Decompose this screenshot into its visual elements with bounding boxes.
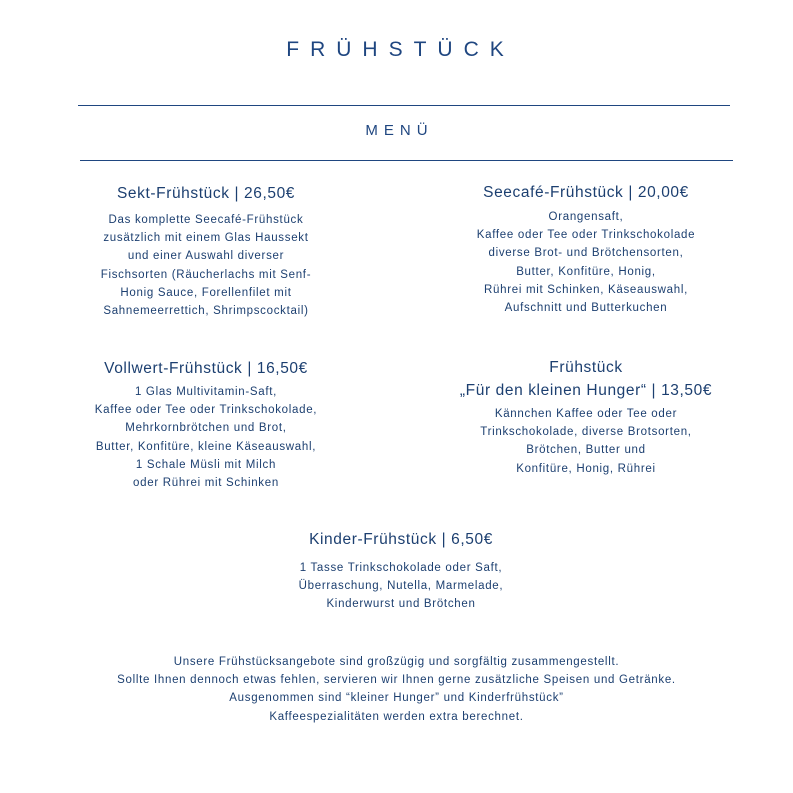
description-line: Fischsorten (Räucherlachs mit Senf-	[100, 268, 312, 281]
footer-line: Kaffeespezialitäten werden extra berechnet.	[269, 710, 524, 723]
menu-item-title: Kinder-Frühstück | 6,50€	[309, 531, 493, 548]
menu-item-description	[55, 383, 357, 492]
menu-item-description	[430, 208, 742, 317]
menu-item-vollwert-fruehstueck	[55, 357, 357, 492]
footer-line: Unsere Frühstücksangebote sind großzügig und sorgfältig zusammengestellt.	[173, 656, 620, 668]
description-line: Aufschnitt und Butterkuchen	[504, 302, 668, 315]
description-line: zusätzlich mit einem Glas Haussekt	[103, 232, 309, 245]
menu-item-title-line: Frühstück	[549, 359, 623, 376]
description-line: 1 Glas Multivitamin-Saft,	[134, 386, 278, 398]
divider-top	[78, 105, 730, 106]
menu-item-kleiner-hunger	[430, 356, 742, 478]
description-line: oder Rührei mit Schinken	[133, 477, 279, 490]
menu-subtitle: MENÜ	[365, 122, 434, 139]
description-line: Butter, Konfitüre, Honig,	[516, 265, 656, 278]
description-line: diverse Brot- und Brötchensorten,	[488, 247, 684, 260]
description-line: Kinderwurst und Brötchen	[326, 598, 476, 611]
description-line: 1 Tasse Trinkschokolade oder Saft,	[299, 562, 503, 574]
description-line: Kännchen Kaffee oder Tee oder	[494, 408, 678, 420]
description-line: Rührei mit Schinken, Käseauswahl,	[484, 283, 688, 296]
page-title: FRÜHSTÜCK	[286, 38, 515, 61]
menu-item-title: Seecafé-Frühstück | 20,00€	[483, 184, 689, 201]
description-line: Brötchen, Butter und	[526, 444, 646, 457]
description-line: und einer Auswahl diverser	[127, 250, 285, 263]
description-line: Sahnemeerrettich, Shrimpscocktail)	[103, 305, 309, 318]
menu-item-description	[60, 211, 352, 320]
description-line: Orangensaft,	[548, 211, 624, 223]
menu-item-title-line: „Für den kleinen Hunger“ | 13,50€	[459, 382, 713, 399]
footer-line: Sollte Ihnen dennoch etwas fehlen, servieren wir Ihnen gerne zusätzliche Speisen und Getränke.	[117, 674, 676, 687]
menu-item-seecafe-fruehstueck	[430, 181, 742, 317]
description-line: Kaffee oder Tee oder Trinkschokolade	[476, 229, 696, 242]
description-line: 1 Schale Müsli mit Milch	[135, 458, 277, 471]
menu-item-title: Vollwert-Frühstück | 16,50€	[104, 360, 308, 377]
menu-item-title: Sekt-Frühstück | 26,50€	[116, 185, 296, 202]
menu-item-kinder-fruehstueck	[246, 528, 556, 614]
menu-item-description	[246, 559, 556, 614]
description-line: Trinkschokolade, diverse Brotsorten,	[480, 426, 692, 439]
divider-bottom	[80, 160, 733, 161]
description-line: Konfitüre, Honig, Rührei	[516, 462, 656, 475]
menu-item-title	[430, 356, 742, 402]
footer-note	[0, 653, 793, 726]
description-line: Mehrkornbrötchen und Brot,	[125, 422, 287, 435]
menu-item-description	[430, 405, 742, 478]
description-line: Honig Sauce, Forellenfilet mit	[120, 286, 292, 299]
description-line: Das komplette Seecafé-Frühstück	[108, 214, 304, 226]
description-line: Kaffee oder Tee oder Trinkschokolade,	[94, 404, 318, 417]
description-line: Butter, Konfitüre, kleine Käseauswahl,	[95, 440, 317, 453]
footer-line: Ausgenommen sind “kleiner Hunger” und Kinderfrühstück”	[229, 692, 564, 705]
menu-item-sekt-fruehstueck	[60, 182, 352, 320]
description-line: Überraschung, Nutella, Marmelade,	[298, 580, 504, 593]
